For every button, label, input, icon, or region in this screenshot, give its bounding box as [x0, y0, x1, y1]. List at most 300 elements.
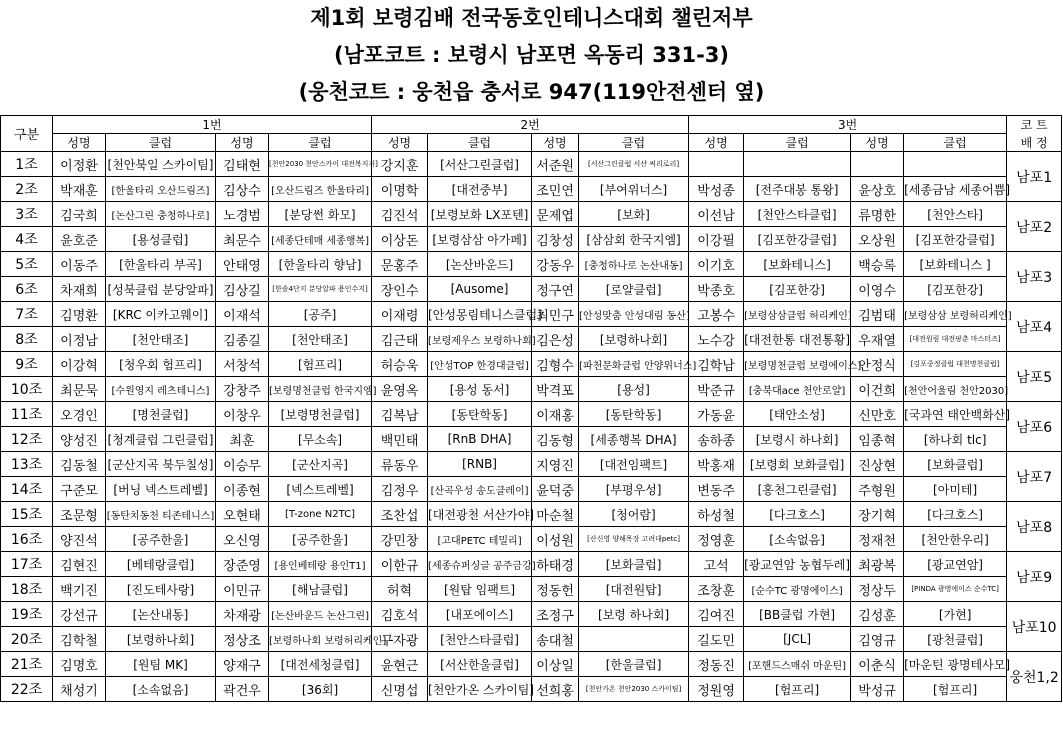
player-name: 양성진 — [53, 427, 106, 452]
player-name: 가동윤 — [689, 402, 744, 427]
group-label: 5조 — [1, 252, 53, 277]
player-name: 송대철 — [532, 627, 579, 652]
player-name: 이재령 — [372, 302, 428, 327]
player-name: 박준규 — [689, 377, 744, 402]
group-label: 22조 — [1, 677, 53, 702]
court-assignment: 남포10 — [1007, 602, 1062, 652]
player-name: 류동우 — [372, 452, 428, 477]
table-row — [1, 327, 1062, 352]
player-club: [천안가온 천안2030 스카이팀] — [579, 677, 689, 702]
table-row — [1, 602, 1062, 627]
player-club: [RnB DHA] — [428, 427, 532, 452]
group-label: 10조 — [1, 377, 53, 402]
player-name: 문제엽 — [532, 202, 579, 227]
player-club: [홍천그린클럽] — [744, 477, 851, 502]
player-club: [보령삼삼 아가페] — [428, 227, 532, 252]
player-club: [광교연암 농협두레] — [744, 552, 851, 577]
player-name: 이재홍 — [532, 402, 579, 427]
player-club: [천안한우리] — [904, 527, 1007, 552]
player-club: [원팀 MK] — [106, 652, 216, 677]
player-club: [청우회 험프리] — [106, 352, 216, 377]
player-club: [천안가온 스카이팀] — [428, 677, 532, 702]
player-club: [광천클럽] — [904, 627, 1007, 652]
player-name: 이명학 — [372, 177, 428, 202]
player-name: 정구연 — [532, 277, 579, 302]
group-label: 3조 — [1, 202, 53, 227]
player-name: 곽건우 — [216, 677, 269, 702]
player-club: [군산지곡 북두칠성] — [106, 452, 216, 477]
player-name: 이선남 — [689, 202, 744, 227]
player-name: 조정구 — [532, 602, 579, 627]
player-club: [버닝 넥스트레벨] — [106, 477, 216, 502]
player-name: 박성규 — [851, 677, 904, 702]
player-club: [보령명천클럽 보령에이스] — [744, 352, 851, 377]
player-club: [보화테니스 ] — [904, 252, 1007, 277]
player-name: 김상수 — [216, 177, 269, 202]
player-name: 조문형 — [53, 502, 106, 527]
player-name: 김호석 — [372, 602, 428, 627]
player-club: [다크호스] — [744, 502, 851, 527]
player-club: [험프리] — [269, 352, 372, 377]
player-club: [로얄클럽] — [579, 277, 689, 302]
group-label: 14조 — [1, 477, 53, 502]
player-name: 윤덕중 — [532, 477, 579, 502]
player-name: 강동우 — [532, 252, 579, 277]
player-name: 강창주 — [216, 377, 269, 402]
player-name: 김은성 — [532, 327, 579, 352]
group-label: 11조 — [1, 402, 53, 427]
player-club: [보령제우스 보령하나회] — [428, 327, 532, 352]
player-name: 백승록 — [851, 252, 904, 277]
player-name: 진상현 — [851, 452, 904, 477]
player-club: [청어람] — [579, 502, 689, 527]
player-name: 김명호 — [53, 652, 106, 677]
header-court-assign-bottom: 배 정 — [1007, 134, 1062, 152]
player-club: [천안태조] — [106, 327, 216, 352]
group-label: 16조 — [1, 527, 53, 552]
player-club: [보령시 하나회] — [744, 427, 851, 452]
player-club: [대전원림 대전팡춘 마스터즈] — [904, 327, 1007, 352]
header-name: 성명 — [216, 134, 269, 152]
player-name: 이종현 — [216, 477, 269, 502]
player-club: [산곡우성 송도클레이] — [428, 477, 532, 502]
player-name: 김명환 — [53, 302, 106, 327]
player-club: [한울타리 부곡] — [106, 252, 216, 277]
player-club: [군산지곡] — [269, 452, 372, 477]
player-name: 김영규 — [851, 627, 904, 652]
player-club: [서산그린클럽 서산 써리로리] — [579, 152, 689, 177]
player-name: 안정식 — [851, 352, 904, 377]
header-court-1: 1번 — [53, 116, 372, 134]
player-name: 길도민 — [689, 627, 744, 652]
player-name: 백기진 — [53, 577, 106, 602]
player-club: [안성TOP 한경대클럽] — [428, 352, 532, 377]
player-name: 이상돈 — [372, 227, 428, 252]
player-club: [아미테] — [904, 477, 1007, 502]
player-name — [689, 152, 744, 177]
table-row — [1, 202, 1062, 227]
player-name: 정영훈 — [689, 527, 744, 552]
player-club: [진도테사랑] — [106, 577, 216, 602]
player-name: 오경인 — [53, 402, 106, 427]
player-name: 하성철 — [689, 502, 744, 527]
table-row — [1, 402, 1062, 427]
player-name: 오현태 — [216, 502, 269, 527]
player-name: 김동철 — [53, 452, 106, 477]
player-name: 김범태 — [851, 302, 904, 327]
player-name: 변동주 — [689, 477, 744, 502]
player-name: 조찬섭 — [372, 502, 428, 527]
player-club: [대전광천 서산가야] — [428, 502, 532, 527]
group-label: 20조 — [1, 627, 53, 652]
court-assignment: 남포2 — [1007, 202, 1062, 252]
player-club: [KRC 이카고웨이] — [106, 302, 216, 327]
player-name: 문홍주 — [372, 252, 428, 277]
venue-line-2: (웅천코트 : 웅천읍 충서로 947(119안전센터 옆) — [298, 80, 765, 104]
bracket-table — [0, 115, 1062, 702]
player-name: 이정남 — [53, 327, 106, 352]
header-name: 성명 — [689, 134, 744, 152]
player-name: 장인수 — [372, 277, 428, 302]
player-club: [보령삼삼클럽 허리케인] — [744, 302, 851, 327]
header-club: 클럽 — [744, 134, 851, 152]
player-name: 이창우 — [216, 402, 269, 427]
player-club: [충청하나로 논산내동] — [579, 252, 689, 277]
player-name: 고석 — [689, 552, 744, 577]
player-club: [보령삼삼 보령허리케인] — [904, 302, 1007, 327]
player-club: [보령회 보화클럽] — [744, 452, 851, 477]
player-name: 구자광 — [372, 627, 428, 652]
player-club: [논산그린 충청하나로] — [106, 202, 216, 227]
player-name: 정재천 — [851, 527, 904, 552]
player-name: 김종길 — [216, 327, 269, 352]
player-name: 윤현근 — [372, 652, 428, 677]
player-name: 노수강 — [689, 327, 744, 352]
player-name: 정원영 — [689, 677, 744, 702]
header-club: 클럽 — [579, 134, 689, 152]
player-club: [험프리] — [904, 677, 1007, 702]
player-name: 이영수 — [851, 277, 904, 302]
player-name: 강민창 — [372, 527, 428, 552]
player-name: 오상원 — [851, 227, 904, 252]
player-club: [한울클럽] — [579, 652, 689, 677]
player-name: 장준영 — [216, 552, 269, 577]
player-name: 이춘식 — [851, 652, 904, 677]
player-club: [천안스타클럽] — [744, 202, 851, 227]
player-club: [JCL] — [744, 627, 851, 652]
player-name — [851, 152, 904, 177]
player-club: [세종단테매 세종행복] — [269, 227, 372, 252]
player-name: 최광복 — [851, 552, 904, 577]
player-club: [하나회 tlc] — [904, 427, 1007, 452]
player-club: [태안소성] — [744, 402, 851, 427]
header-name: 성명 — [372, 134, 428, 152]
group-label: 2조 — [1, 177, 53, 202]
player-name: 정동헌 — [532, 577, 579, 602]
player-club: [동탄치동천 티존테니스] — [106, 502, 216, 527]
player-club — [579, 627, 689, 652]
player-club: [대전중부] — [428, 177, 532, 202]
player-club: [동탄학동] — [579, 402, 689, 427]
player-club: [파천문화클럽 안양위너스] — [579, 352, 689, 377]
player-name: 류명한 — [851, 202, 904, 227]
player-name: 서창석 — [216, 352, 269, 377]
player-club: [부여위너스] — [579, 177, 689, 202]
player-club: [천안2030 천안스카이 대전복지거] — [269, 152, 372, 177]
player-club: [용성 동서] — [428, 377, 532, 402]
player-club: [국과연 태안백화산] — [904, 402, 1007, 427]
player-name: 고봉수 — [689, 302, 744, 327]
player-name: 김성훈 — [851, 602, 904, 627]
player-club: [논산내동] — [106, 602, 216, 627]
player-name: 백민태 — [372, 427, 428, 452]
player-name: 강선규 — [53, 602, 106, 627]
player-club: [논산바운드 논산그린] — [269, 602, 372, 627]
player-club: [보령명천클럽] — [269, 402, 372, 427]
player-name: 이상일 — [532, 652, 579, 677]
header-group: 구분 — [1, 116, 53, 152]
player-name: 박격포 — [532, 377, 579, 402]
player-club: [용인베테랑 용인T1] — [269, 552, 372, 577]
player-club: [가현] — [904, 602, 1007, 627]
group-label: 21조 — [1, 652, 53, 677]
table-row — [1, 252, 1062, 277]
player-name: 이승무 — [216, 452, 269, 477]
player-club: [용성클럽] — [106, 227, 216, 252]
player-club: [보화클럽] — [579, 552, 689, 577]
player-club: [명천클럽] — [106, 402, 216, 427]
header-club: 클럽 — [269, 134, 372, 152]
player-club: [다크호스] — [904, 502, 1007, 527]
player-club: [논산바운드] — [428, 252, 532, 277]
player-name: 김정우 — [372, 477, 428, 502]
group-label: 4조 — [1, 227, 53, 252]
table-row — [1, 577, 1062, 602]
player-name: 송하종 — [689, 427, 744, 452]
player-club: [보령보화 LX포텐] — [428, 202, 532, 227]
court-assignment: 남포9 — [1007, 552, 1062, 602]
player-name: 김국희 — [53, 202, 106, 227]
table-row — [1, 552, 1062, 577]
group-label: 7조 — [1, 302, 53, 327]
player-club: [보화테니스] — [744, 252, 851, 277]
player-name: 김복남 — [372, 402, 428, 427]
table-row — [1, 677, 1062, 702]
player-club: [서산그린클럽] — [428, 152, 532, 177]
player-club: [원탑 임팩트] — [428, 577, 532, 602]
group-label: 15조 — [1, 502, 53, 527]
header-court-assign-top: 코 트 — [1007, 116, 1062, 134]
player-name: 김상길 — [216, 277, 269, 302]
player-name: 김동형 — [532, 427, 579, 452]
player-name: 임종혁 — [851, 427, 904, 452]
player-club: [RNB] — [428, 452, 532, 477]
player-club: [용성] — [579, 377, 689, 402]
player-club: [내포에이스] — [428, 602, 532, 627]
court-assignment: 웅천1,2 — [1007, 652, 1062, 702]
court-assignment: 남포6 — [1007, 402, 1062, 452]
player-club: [산신영 양해목장 고려대petc] — [579, 527, 689, 552]
player-name: 주형원 — [851, 477, 904, 502]
player-club: [대전한통 대전통황] — [744, 327, 851, 352]
player-club: [광교연암] — [904, 552, 1007, 577]
player-name: 채성기 — [53, 677, 106, 702]
header-club: 클럽 — [904, 134, 1007, 152]
player-club: [천안북일 스카이팀] — [106, 152, 216, 177]
player-name: 구준모 — [53, 477, 106, 502]
player-name: 차재광 — [216, 602, 269, 627]
player-club: [대전원탑] — [579, 577, 689, 602]
player-club: [천안스타] — [904, 202, 1007, 227]
table-row — [1, 527, 1062, 552]
player-name: 최훈 — [216, 427, 269, 452]
table-row — [1, 277, 1062, 302]
player-club: [수원영지 레츠테니스] — [106, 377, 216, 402]
group-label: 12조 — [1, 427, 53, 452]
header-name: 성명 — [53, 134, 106, 152]
player-club: [공주한울] — [269, 527, 372, 552]
player-name: 강지훈 — [372, 152, 428, 177]
player-name: 정동진 — [689, 652, 744, 677]
player-club: [PINDA 광명에이스 순수TC] — [904, 577, 1007, 602]
player-club: [전주대봉 통왕] — [744, 177, 851, 202]
table-row — [1, 177, 1062, 202]
player-name: 박홍재 — [689, 452, 744, 477]
player-club: [삼삼회 한국지엠] — [579, 227, 689, 252]
court-assignment: 남포3 — [1007, 252, 1062, 302]
player-name: 김태현 — [216, 152, 269, 177]
player-name: 하태경 — [532, 552, 579, 577]
player-name: 서준원 — [532, 152, 579, 177]
group-label: 17조 — [1, 552, 53, 577]
player-name: 허혁 — [372, 577, 428, 602]
player-name: 이기호 — [689, 252, 744, 277]
player-club: [보화클럽] — [904, 452, 1007, 477]
player-club: [보령명천클럽 한국지엠] — [269, 377, 372, 402]
player-club: [험프리] — [744, 677, 851, 702]
player-name: 최문수 — [216, 227, 269, 252]
player-name: 차재희 — [53, 277, 106, 302]
player-club: [보령하나회 보령허리케인] — [269, 627, 372, 652]
player-club — [904, 152, 1007, 177]
player-club: [소속없음] — [744, 527, 851, 552]
player-name: 김진석 — [372, 202, 428, 227]
player-name: 이재석 — [216, 302, 269, 327]
table-row — [1, 427, 1062, 452]
player-name: 김학철 — [53, 627, 106, 652]
player-name: 최문묵 — [53, 377, 106, 402]
player-club: [보령하나회] — [579, 327, 689, 352]
player-club: [세종금남 세종어쁨] — [904, 177, 1007, 202]
table-row — [1, 652, 1062, 677]
player-club: [대전세청클럽] — [269, 652, 372, 677]
player-name: 김창성 — [532, 227, 579, 252]
player-name: 정상두 — [851, 577, 904, 602]
player-club: [김포한강클럽] — [904, 227, 1007, 252]
table-row — [1, 352, 1062, 377]
player-club: [BB클럽 가현] — [744, 602, 851, 627]
player-name: 윤영옥 — [372, 377, 428, 402]
venue-line-1: (남포코트 : 보령시 남포면 옥동리 331-3) — [333, 43, 730, 67]
player-name: 박성종 — [689, 177, 744, 202]
player-club: [안성몽림테니스클럽] — [428, 302, 532, 327]
player-name: 이건희 — [851, 377, 904, 402]
court-assignment: 남포4 — [1007, 302, 1062, 352]
group-label: 1조 — [1, 152, 53, 177]
player-club: [천안어울림 천안2030] — [904, 377, 1007, 402]
table-row — [1, 302, 1062, 327]
player-name: 김여진 — [689, 602, 744, 627]
player-name: 신명섭 — [372, 677, 428, 702]
player-club: [천안스타클럽] — [428, 627, 532, 652]
player-name: 양진석 — [53, 527, 106, 552]
header-name: 성명 — [532, 134, 579, 152]
player-name: 허승욱 — [372, 352, 428, 377]
player-club: [넥스트레벨] — [269, 477, 372, 502]
player-name: 이민규 — [216, 577, 269, 602]
player-club: [포핸드스매쉬 마운틴] — [744, 652, 851, 677]
table-row — [1, 377, 1062, 402]
player-club: [보령 하나회] — [579, 602, 689, 627]
court-assignment: 남포1 — [1007, 152, 1062, 202]
player-club: [한울타리 오산드림즈] — [106, 177, 216, 202]
header-court-2: 2번 — [372, 116, 689, 134]
player-club: [한솔4단지 분당알파 용인수지] — [269, 277, 372, 302]
player-name: 오신영 — [216, 527, 269, 552]
court-assignment: 남포8 — [1007, 502, 1062, 552]
player-club — [744, 152, 851, 177]
player-name: 우재열 — [851, 327, 904, 352]
player-club: [Ausome] — [428, 277, 532, 302]
player-club: [김포한강] — [904, 277, 1007, 302]
header-club: 클럽 — [428, 134, 532, 152]
player-club: [김포한강클럽] — [744, 227, 851, 252]
player-name: 김형수 — [532, 352, 579, 377]
player-name: 이정환 — [53, 152, 106, 177]
player-club: [마운틴 광명테사모] — [904, 652, 1007, 677]
group-label: 19조 — [1, 602, 53, 627]
player-name: 이한규 — [372, 552, 428, 577]
player-name: 이동주 — [53, 252, 106, 277]
player-name: 김근태 — [372, 327, 428, 352]
table-row — [1, 152, 1062, 177]
page-title: 제1회 보령김배 전국동호인테니스대회 챌린저부 — [310, 6, 753, 30]
player-name: 노경범 — [216, 202, 269, 227]
player-club: [성북클럽 분당알파] — [106, 277, 216, 302]
player-name: 박종호 — [689, 277, 744, 302]
player-name: 이성원 — [532, 527, 579, 552]
player-name: 신만호 — [851, 402, 904, 427]
player-club: [소속없음] — [106, 677, 216, 702]
player-name: 조민연 — [532, 177, 579, 202]
player-club: [분당썬 화모] — [269, 202, 372, 227]
player-club: [세종슈퍼싱글 공주금강] — [428, 552, 532, 577]
player-club: [부평우성] — [579, 477, 689, 502]
player-club: [김포한강] — [744, 277, 851, 302]
header-name: 성명 — [851, 134, 904, 152]
player-name: 윤상호 — [851, 177, 904, 202]
group-label: 18조 — [1, 577, 53, 602]
header-court-3: 3번 — [689, 116, 1007, 134]
player-name: 선희홍 — [532, 677, 579, 702]
table-row — [1, 227, 1062, 252]
player-club: [동탄학동] — [428, 402, 532, 427]
player-club: [세종행복 DHA] — [579, 427, 689, 452]
player-club: [오산드림즈 한울타리] — [269, 177, 372, 202]
player-club: [천안태조] — [269, 327, 372, 352]
player-name: 윤호준 — [53, 227, 106, 252]
player-club: [순수TC 광명에이스] — [744, 577, 851, 602]
